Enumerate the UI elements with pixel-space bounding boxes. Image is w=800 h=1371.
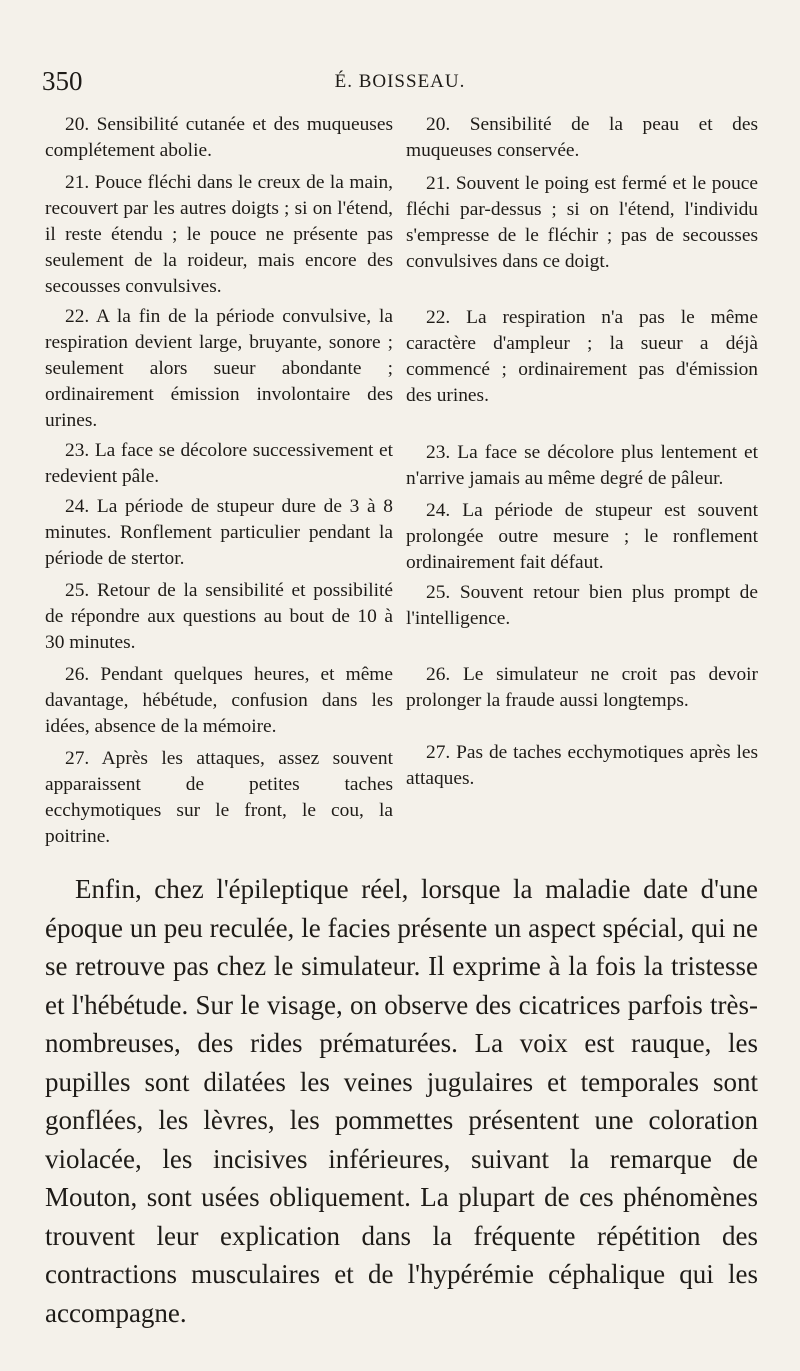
page-number: 350 — [42, 66, 83, 96]
right-item: 26. Le simulateur ne croit pas devoir prolonger la fraude aussi longtemps. — [406, 664, 758, 711]
right-item: 25. Souvent retour bien plus prompt de l'intelligence. — [406, 582, 758, 629]
right-item: 27. Pas de taches ecchymotiques après les attaques. — [406, 742, 758, 789]
running-title: É. BOISSEAU. — [334, 71, 466, 92]
right-column — [406, 112, 758, 856]
left-item: 23. La face se décolore successivement et redevient pâle. — [45, 440, 393, 487]
left-item: 22. A la fin de la période convulsive, la respiration devient large, bruyante, sonore ; seulement alors sueur abondante ; ordinairement émission involontaire des urines. — [45, 306, 393, 431]
left-item: 25. Retour de la sensibilité et possibilité de répondre aux questions au bout de 10 à 30 minutes. — [45, 580, 393, 653]
left-item: 27. Après les attaques, assez souvent apparaissent de petites taches ecchymotiques sur le front, le cou, la poitrine. — [45, 748, 393, 847]
right-item: 22. La respiration n'a pas le même caractère d'ampleur ; la sueur a déjà commencé ; ordinairement pas d'émission des urines. — [406, 307, 758, 406]
right-item: 21. Souvent le poing est fermé et le pouce fléchi par-dessus ; si on l'étend, l'individu s'empresse de le fléchir ; pas de secousses convulsives dans ce doigt. — [406, 173, 758, 272]
running-head — [42, 66, 758, 102]
right-item: 24. La période de stupeur est souvent prolongée outre mesure ; le ronflement ordinairement fait défaut. — [406, 500, 758, 573]
body-paragraph: Enfin, chez l'épileptique réel, lorsque la maladie date d'une époque un peu reculée, le facies présente un aspect spécial, qui ne se retrouve pas chez le simulateur. Il exprime à la fois la tristesse et l'hébétude. Sur le visage, on observe des cicatrices parfois très-nombreuses, des rides prématurées. La voix est rauque, les pupilles sont dilatées les veines jugulaires et temporales sont gonflées, les lèvres, les pommettes présentent une coloration violacée, les incisives inférieures, suivant la remarque de Mouton, sont usées obliquement. La plupart de ces phénomènes trouvent leur explication dans la fréquente répétition des contractions musculaires et de l'hypérémie céphalique qui les accompagne. — [45, 874, 758, 1328]
left-item: 20. Sensibilité cutanée et des muqueuses complétement abolie. — [45, 114, 393, 161]
left-column — [45, 112, 393, 856]
comparison-columns — [45, 112, 758, 856]
left-item: 21. Pouce fléchi dans le creux de la main, recouvert par les autres doigts ; si on l'étend, il reste étendu ; le pouce ne présente pas seulement de la roideur, mais encore des secousses convulsives. — [45, 172, 393, 297]
right-item: 20. Sensibilité de la peau et des muqueuses conservée. — [406, 114, 758, 161]
left-item: 24. La période de stupeur dure de 3 à 8 minutes. Ronflement particulier pendant la période de stertor. — [45, 496, 393, 569]
right-item: 23. La face se décolore plus lentement et n'arrive jamais au même degré de pâleur. — [406, 442, 758, 489]
left-item: 26. Pendant quelques heures, et même davantage, hébétude, confusion dans les idées, absence de la mémoire. — [45, 664, 393, 737]
